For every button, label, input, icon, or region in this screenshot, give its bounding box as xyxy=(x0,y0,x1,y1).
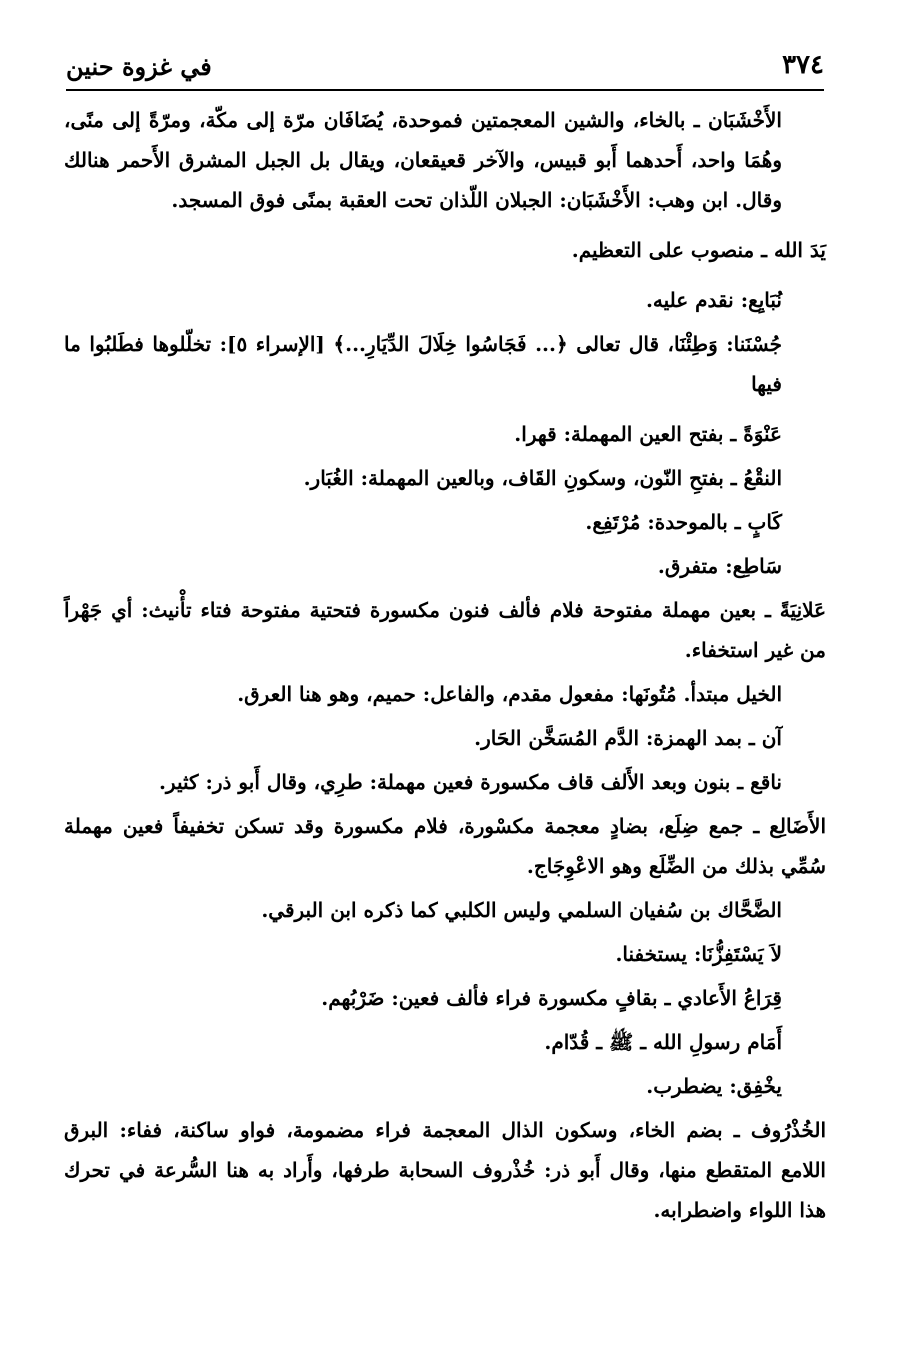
paragraph-amam: أَمَام رسولِ الله ـ ﷺ ـ قُدّام. xyxy=(544,1030,782,1054)
paragraph-qira: قِرَاعُ الأَعادي ـ بقافٍ مكسورة فراء فألف فعين: ضَرْبُهم. xyxy=(321,986,782,1010)
paragraph-yastafizzuna: لاَ يَسْتَفِزُّنَا: يستخفنا. xyxy=(615,942,782,966)
paragraph-jusna: جُسْنَنا: وَطِئْنَا، قال تعالى ﴿... فَجَاسُوا خِلَالَ الدِّيَارِ...﴾ [الإسراء ٥]: تخلّلوها فطَلبُوا ما فيها xyxy=(64,332,782,396)
paragraph-an: آن ـ بمد الهمزة: الدَّم المُسَخَّن الحَار. xyxy=(474,726,782,750)
paragraph-alaniyatan: عَلانِيَةً ـ بعين مهملة مفتوحة فلام فألف فنون مكسورة فتحتية مفتوحة فتاء تأْنيث: أي جَهْراً من غير استخفاء. xyxy=(64,598,826,662)
page-header xyxy=(66,48,824,88)
header-rule xyxy=(66,89,824,91)
paragraph-anwatan: عَنْوَةً ـ بفتح العين المهملة: قهرا. xyxy=(514,422,782,446)
paragraph-yad-allah: يَدَ الله ـ منصوب على التعظيم. xyxy=(571,238,826,262)
page-number: ٣٧٤ xyxy=(782,50,824,80)
paragraph-adali: الأَضَالِع ـ جمع ضِلَع، بضادٍ معجمة مكسْورة، فلام مكسورة وقد تسكن تخفيفاً فعين مهملة سُمِّي بذلك من الضِّلَع وهو الاعْوِجَاج. xyxy=(64,814,826,878)
paragraph-sati: سَاطِع: متفرق. xyxy=(657,554,782,578)
paragraph-akhshaban: الأَخْشَبَان ـ بالخاء، والشين المعجمتين فموحدة، يُضَافَان مرّة إلى مكّة، ومرّةً إلى منًى، وهُمَا واحد، أَحدهما أَبو قبيس، والآخر قعيقعان، ويقال بل الجبل المشرق الأَحمر هنالك وقال. ابن وهب: الأَخْشَبَان: الجبلان اللّذان تحت العقبة بمنًى فوق المسجد. xyxy=(64,108,782,212)
paragraph-nubayi: نُبَايِع: نقدم عليه. xyxy=(645,288,782,312)
paragraph-dahhak: الضَّحَّاك بن سُفيان السلمي وليس الكلبي كما ذكره ابن البرقي. xyxy=(261,898,782,922)
page-body xyxy=(64,100,826,1230)
paragraph-khudhruf: الخُذْرُوف ـ بضم الخاء، وسكون الذال المعجمة فراء مضمومة، فواو ساكنة، ففاء: البرق اللامع المتقطع منها، وقال أَبو ذر: خُذْروف السحابة طرفها، وأَراد به هنا السُّرعة في تحرك هذا اللواء واضطرابه. xyxy=(64,1118,826,1222)
paragraph-kab: كَابٍ ـ بالموحدة: مُرْتَفِع. xyxy=(585,510,782,534)
paragraph-naqi: ناقع ـ بنون وبعد الأَلف قاف مكسورة فعين مهملة: طرِي، وقال أَبو ذر: كثير. xyxy=(158,770,782,794)
paragraph-yakhfiq: يخْفِق: يضطرب. xyxy=(646,1074,782,1098)
running-title: في غزوة حنين xyxy=(66,52,212,81)
paragraph-naqa: النقْعُ ـ بفتحِ النّون، وسكونِ القَاف، وبالعين المهملة: الغُبَار. xyxy=(303,466,782,490)
paragraph-khayl: الخيل مبتدأ. مُتُونَها: مفعول مقدم، والفاعل: حميم، وهو هنا العرق. xyxy=(237,682,782,706)
